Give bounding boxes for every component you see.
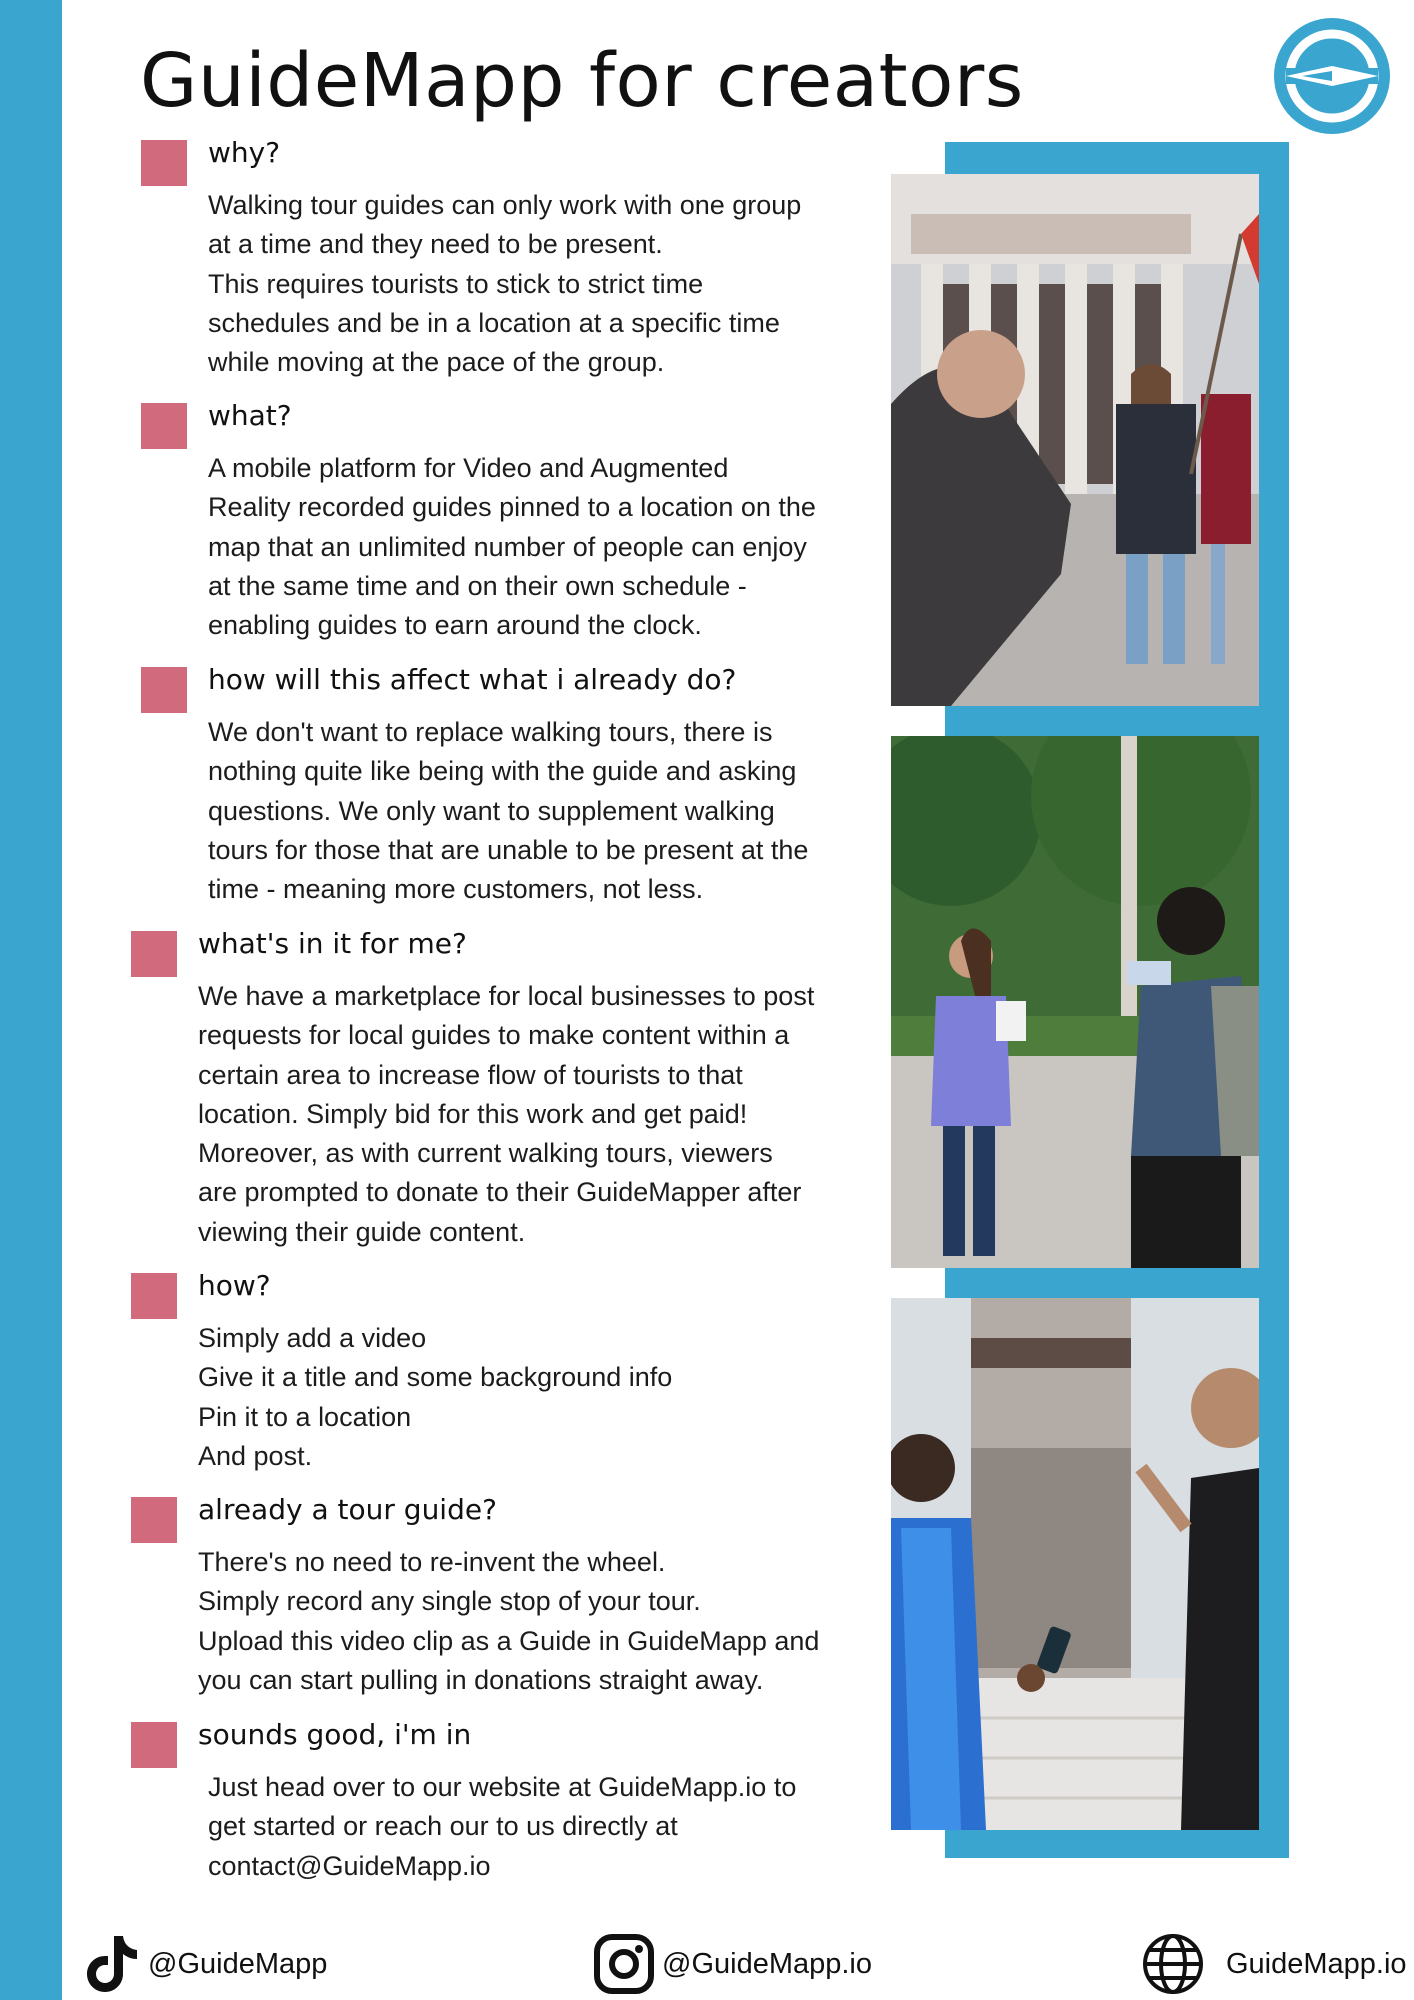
section-marker <box>141 403 187 449</box>
body-line: This requires tourists to stick to strict time <box>208 268 704 299</box>
section-heading: why? <box>208 136 281 169</box>
section-marker <box>131 1273 177 1319</box>
tiktok-icon <box>84 1934 140 1994</box>
body-line: contact@GuideMapp.io <box>208 1850 491 1881</box>
body-line: enabling guides to earn around the clock. <box>208 610 702 641</box>
section-marker <box>141 667 187 713</box>
section-heading: already a tour guide? <box>198 1493 497 1526</box>
tiktok-handle: @GuideMapp <box>148 1947 328 1980</box>
body-line: nothing quite like being with the guide and asking <box>208 756 797 787</box>
body-line: tours for those that are unable to be present at the <box>208 834 809 865</box>
website-url: GuideMapp.io <box>1226 1947 1407 1980</box>
body-line: Moreover, as with current walking tours, viewers <box>198 1138 773 1169</box>
section-body <box>208 1768 908 1886</box>
section-marker <box>131 931 177 977</box>
tour-guide-photo-building <box>891 174 1259 706</box>
body-line: you can start pulling in donations straight away. <box>198 1664 764 1695</box>
body-line: We don't want to replace walking tours, there is <box>208 717 773 747</box>
tiktok-link[interactable] <box>84 1932 327 1996</box>
body-line: requests for local guides to make content within a <box>198 1020 790 1051</box>
section-marker <box>131 1497 177 1543</box>
body-line: There's no need to re-invent the wheel. <box>198 1547 666 1577</box>
body-line: map that an unlimited number of people can enjoy <box>208 531 807 562</box>
tour-guide-photo-monument <box>891 1298 1259 1830</box>
body-line: viewing their guide content. <box>198 1216 526 1247</box>
section-heading: what? <box>208 399 292 432</box>
compass-logo-icon <box>1272 16 1392 136</box>
body-line: while moving at the pace of the group. <box>208 347 665 378</box>
section-marker <box>131 1722 177 1768</box>
body-line: Upload this video clip as a Guide in GuideMapp and <box>198 1625 820 1656</box>
body-line: Simply record any single stop of your tour. <box>198 1586 701 1617</box>
body-line: Pin it to a location <box>198 1401 412 1432</box>
instagram-link[interactable] <box>594 1932 872 1996</box>
body-line: certain area to increase flow of tourists to that <box>198 1059 743 1090</box>
section-body <box>198 1319 898 1476</box>
body-line: location. Simply bid for this work and get paid! <box>198 1098 748 1129</box>
section-body <box>208 186 908 382</box>
section-body <box>208 449 908 645</box>
instagram-handle: @GuideMapp.io <box>662 1947 872 1980</box>
body-line: We have a marketplace for local businesses to post <box>198 981 815 1011</box>
body-line: Reality recorded guides pinned to a location on the <box>208 492 816 523</box>
section-heading: sounds good, i'm in <box>198 1718 472 1751</box>
body-line: schedules and be in a location at a specific time <box>208 307 780 338</box>
section-heading: what's in it for me? <box>198 927 467 960</box>
website-link[interactable] <box>1142 1932 1407 1996</box>
section-heading: how? <box>198 1269 271 1302</box>
section-body <box>208 713 908 909</box>
page-title: GuideMapp for creators <box>140 38 1024 124</box>
tour-guide-photo-park <box>891 736 1259 1268</box>
body-line: And post. <box>198 1440 313 1471</box>
body-line: Give it a title and some background info <box>198 1362 673 1393</box>
instagram-icon <box>594 1934 654 1994</box>
left-accent-bar <box>0 0 62 2000</box>
body-line: Just head over to our website at GuideMapp.io to <box>208 1772 797 1802</box>
section-marker <box>141 140 187 186</box>
body-line: are prompted to donate to their GuideMapper after <box>198 1177 802 1208</box>
body-line: at a time and they need to be present. <box>208 229 663 260</box>
section-heading: how will this affect what i already do? <box>208 663 737 696</box>
globe-icon <box>1142 1933 1204 1995</box>
body-line: Simply add a video <box>198 1323 427 1353</box>
body-line: questions. We only want to supplement walking <box>208 795 775 826</box>
body-line: time - meaning more customers, not less. <box>208 874 704 905</box>
body-line: Walking tour guides can only work with one group <box>208 190 802 220</box>
body-line: at the same time and on their own schedule - <box>208 570 747 601</box>
body-line: get started or reach our to us directly at <box>208 1811 678 1842</box>
section-body <box>198 977 898 1252</box>
body-line: A mobile platform for Video and Augmented <box>208 453 729 483</box>
section-body <box>198 1543 898 1700</box>
